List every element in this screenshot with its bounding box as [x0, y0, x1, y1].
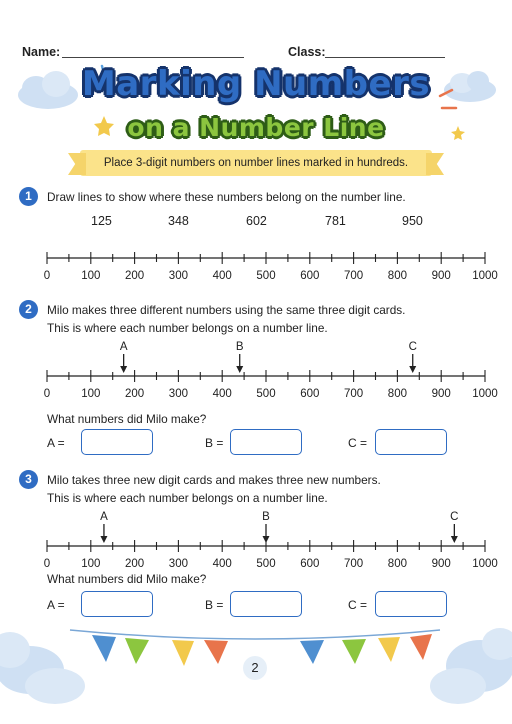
tick-label: 700 [344, 388, 364, 400]
tick-label: 400 [212, 558, 232, 570]
name-field[interactable] [62, 57, 244, 58]
tick-label: 1000 [472, 270, 498, 282]
marker-label: A [119, 341, 128, 353]
question-number-2: 2 [19, 300, 38, 319]
marker-label: C [450, 511, 459, 523]
tick-label: 600 [300, 388, 320, 400]
tick-label: 700 [344, 270, 364, 282]
tick-label: 500 [256, 270, 276, 282]
q1-number-2: 348 [168, 214, 189, 228]
tick-label: 200 [125, 388, 145, 400]
tick-label: 300 [168, 558, 188, 570]
tick-label: 600 [300, 270, 320, 282]
q3-answer-c-label: C = [348, 598, 368, 612]
tick-label: 700 [344, 558, 364, 570]
tick-label: 300 [168, 388, 188, 400]
q3-answer-b-label: B = [205, 598, 224, 612]
q1-number-4: 781 [325, 214, 346, 228]
tick-label: 300 [168, 270, 188, 282]
number-line-1[interactable] [0, 244, 512, 284]
tick-label: 400 [212, 270, 232, 282]
question-1-text: Draw lines to show where these numbers belong on the number line. [47, 190, 406, 204]
subtitle-banner: Place 3-digit numbers on number lines marked in hundreds. [80, 150, 432, 176]
tick-label: 800 [387, 388, 407, 400]
question-number-3: 3 [19, 470, 38, 489]
question-3-prompt: What numbers did Milo make? [47, 572, 207, 586]
tick-label: 200 [125, 558, 145, 570]
marker-arrowhead-icon [236, 366, 243, 373]
name-label: Name: [22, 45, 61, 59]
marker-arrowhead-icon [409, 366, 416, 373]
cloud-bottom-right-icon [430, 628, 512, 704]
question-3-subtext: This is where each number belongs on a number line. [47, 491, 328, 505]
q2-answer-c-label: C = [348, 436, 368, 450]
marker-arrowhead-icon [263, 536, 270, 543]
number-line-3 [0, 508, 512, 578]
tick-label: 500 [256, 558, 276, 570]
q3-answer-a-label: A = [47, 598, 65, 612]
tick-label: 100 [81, 558, 101, 570]
q1-number-5: 950 [402, 214, 423, 228]
tick-label: 1000 [472, 558, 498, 570]
question-3-text: Milo takes three new digit cards and makes three new numbers. [47, 473, 381, 487]
tick-label: 400 [212, 388, 232, 400]
class-label: Class: [288, 45, 326, 59]
tick-label: 0 [43, 558, 51, 570]
tick-label: 100 [81, 388, 101, 400]
q1-number-3: 602 [246, 214, 267, 228]
tick-label: 900 [431, 270, 451, 282]
tick-label: 800 [387, 558, 407, 570]
tick-label: 200 [125, 270, 145, 282]
tick-label: 0 [43, 270, 51, 282]
tick-label: 100 [81, 270, 101, 282]
q2-answer-b-box[interactable] [230, 429, 302, 455]
marker-label: A [100, 511, 108, 523]
page-title: Marking Numbers [81, 64, 431, 104]
q2-answer-a-box[interactable] [81, 429, 153, 455]
number-line-2 [0, 338, 512, 408]
class-field[interactable] [325, 57, 445, 58]
q2-answer-c-box[interactable] [375, 429, 447, 455]
question-2-subtext: This is where each number belongs on a number line. [47, 321, 328, 335]
tick-label: 900 [431, 388, 451, 400]
tick-label: 1000 [472, 388, 498, 400]
marker-label: C [408, 341, 417, 353]
marker-arrowhead-icon [100, 536, 107, 543]
question-number-1: 1 [19, 187, 38, 206]
tick-label: 900 [431, 558, 451, 570]
q2-answer-b-label: B = [205, 436, 224, 450]
question-2-prompt: What numbers did Milo make? [47, 412, 207, 426]
tick-label: 600 [300, 558, 320, 570]
tick-label: 800 [387, 270, 407, 282]
q1-number-1: 125 [91, 214, 112, 228]
tick-label: 0 [43, 388, 51, 400]
marker-arrowhead-icon [120, 366, 127, 373]
page-number: 2 [243, 656, 267, 680]
question-2-text: Milo makes three different numbers using the same three digit cards. [47, 303, 406, 317]
tick-label: 500 [256, 388, 276, 400]
marker-label: B [235, 341, 244, 353]
page-title-line2: on a Number Line [127, 113, 385, 142]
cloud-bottom-left-icon [0, 632, 85, 704]
marker-label: B [262, 511, 270, 523]
q2-answer-a-label: A = [47, 436, 65, 450]
marker-arrowhead-icon [451, 536, 458, 543]
